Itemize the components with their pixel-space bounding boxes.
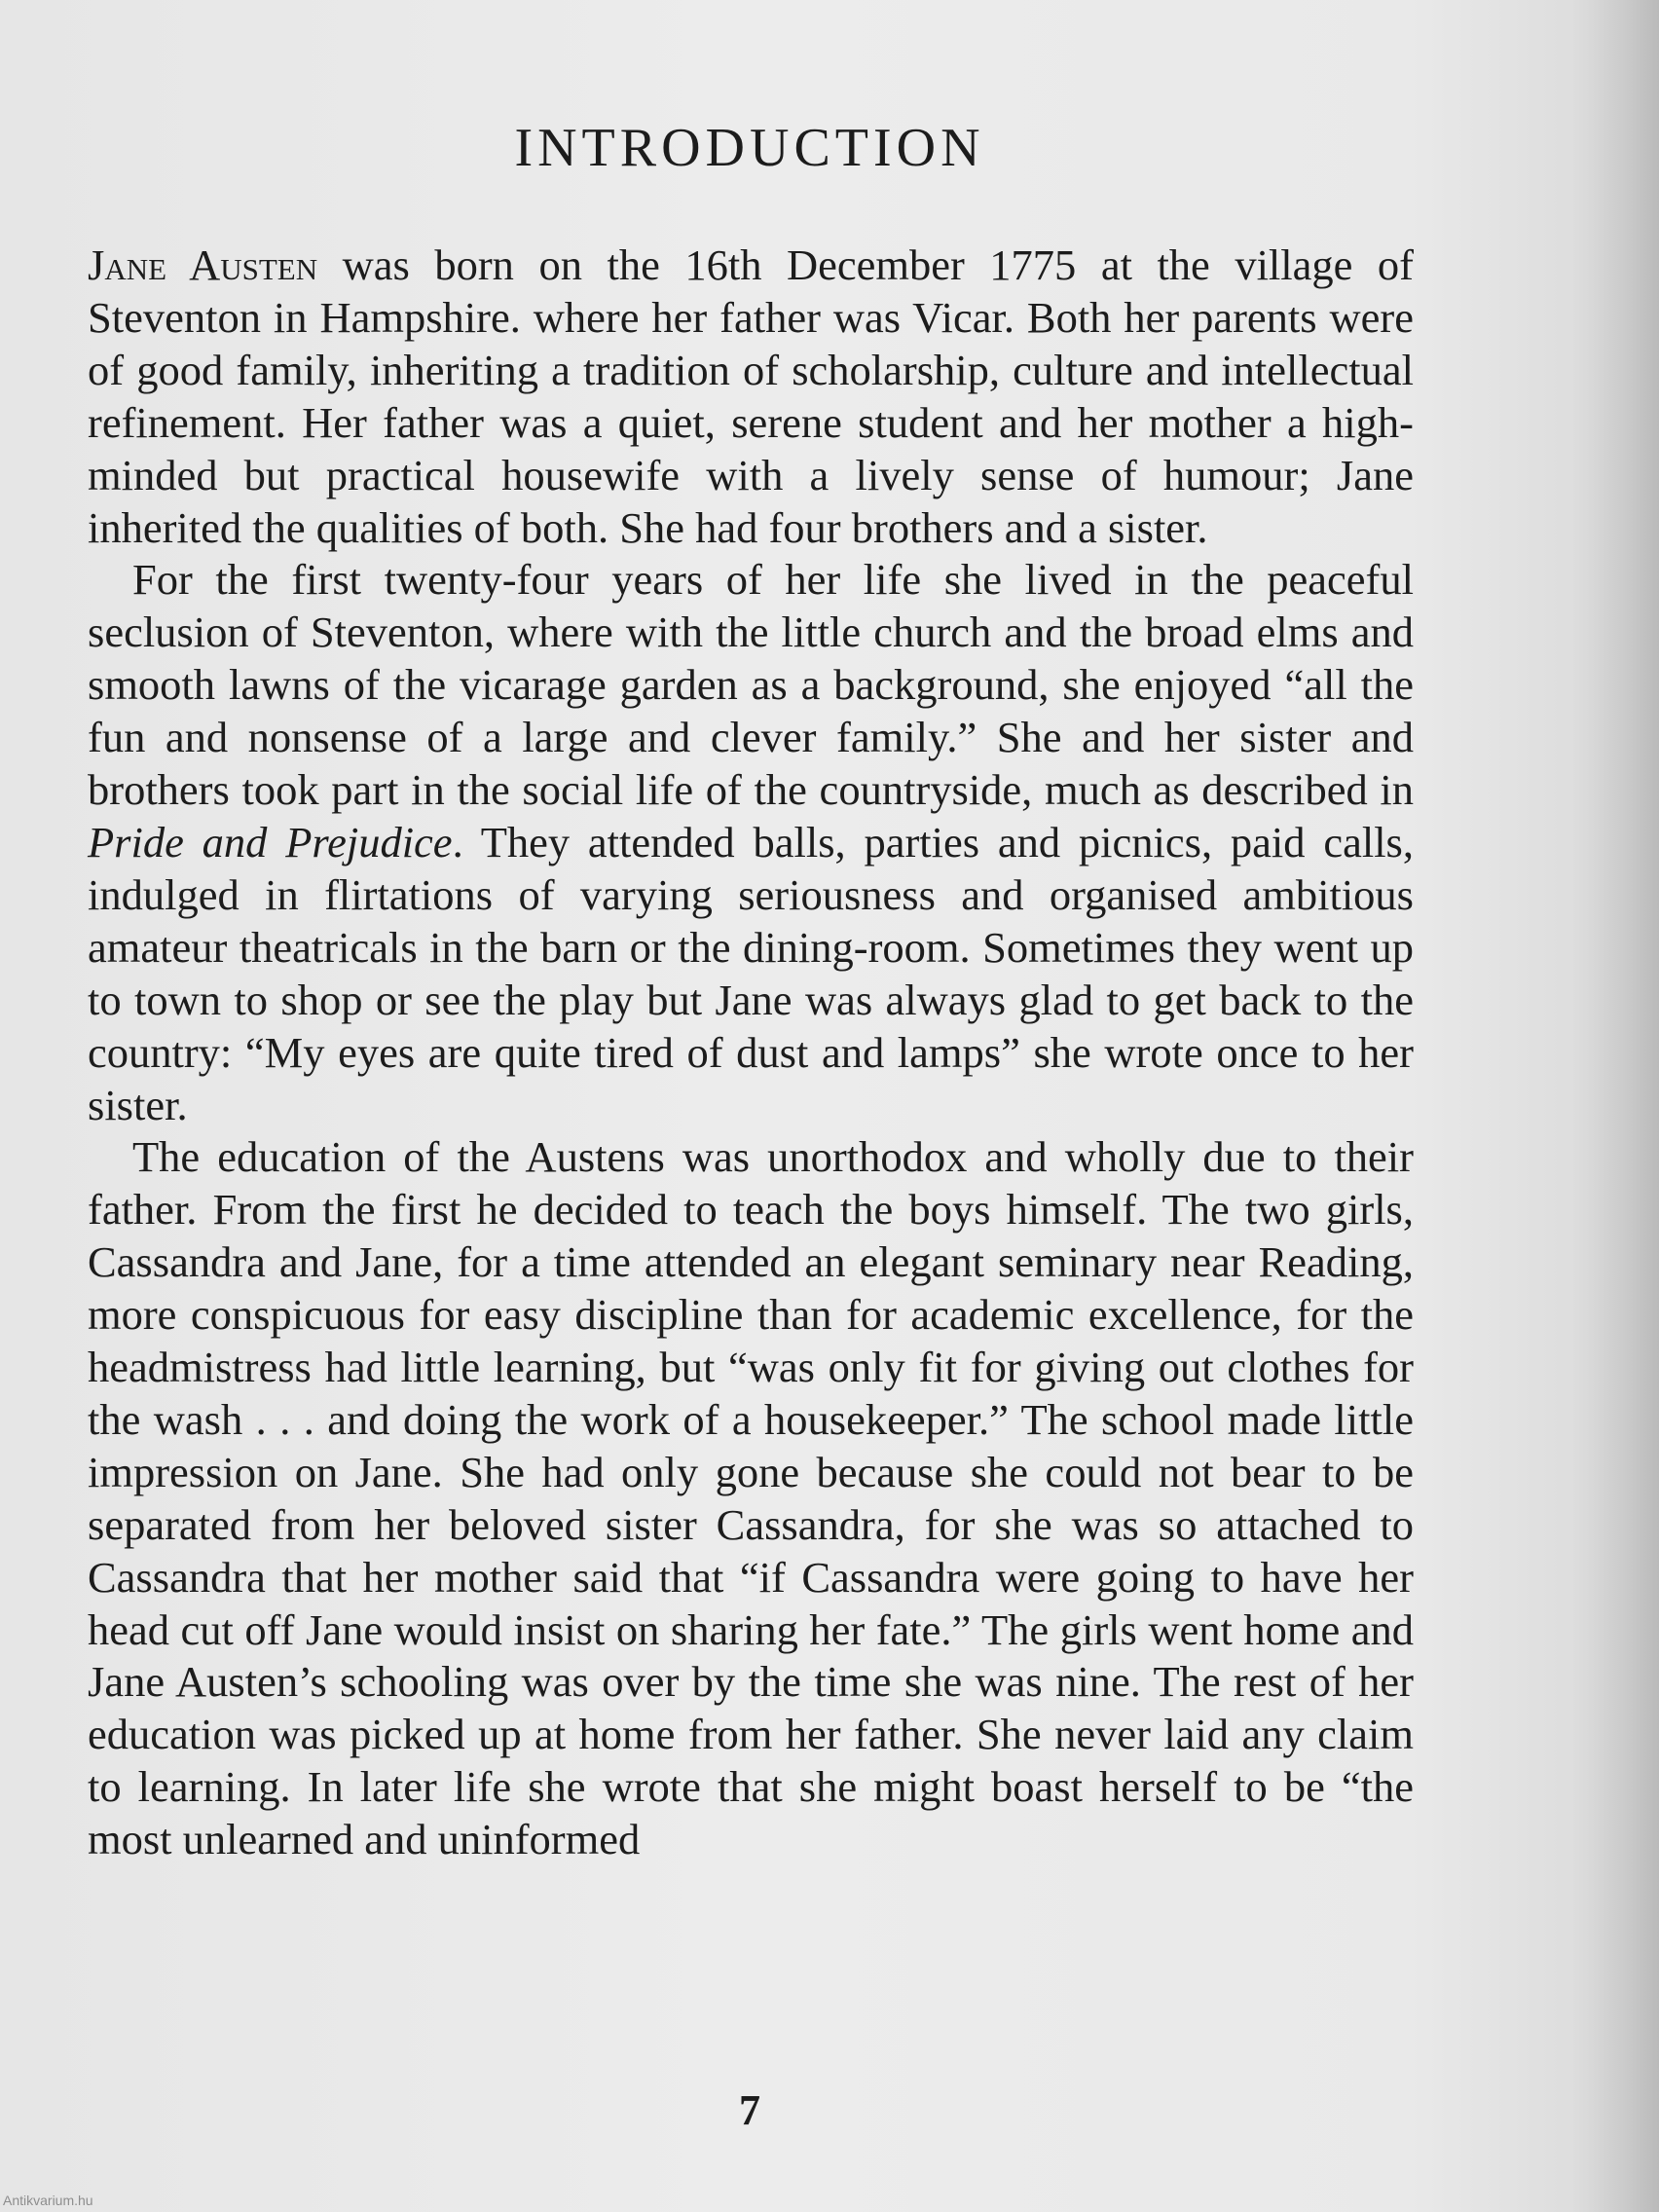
page-number: 7 [739,2086,760,2134]
paragraph-1-text: was born on the 16th December 1775 at the village of Steventon in Hampshire. where her father was Vicar. Both her parents were of good family, inheriting a tradition of scholarship, culture and intellectual refinement. Her father was a quiet, serene student and her mother a high-minded but practical housewife with a lively sense of humour; Jane inherited the qualities of both. She had four brothers and a sister. [88,240,1415,552]
paragraph-3-text: The education of the Austens was unorthodox and wholly due to their father. From the first he decided to teach the boys himself. The two girls, Cassandra and Jane, for a time attended an elegant seminary near Reading, more conspicuous for easy discipline than for academic excellence, for the headmistress had little learning, but “was only fit for giving out clothes for the wash . . . and doing the work of a housekeeper.” The school made little impression on Jane. She had only gone because she could not bear to be separated from her beloved sister Cassandra, for she was so attached to Cassandra that her mother said that “if Cassandra were going to have her head cut off Jane would insist on sharing her fate.” The girls went home and Jane Austen’s schooling was over by the time she was nine. The rest of her education was picked up at home from her father. She never laid any claim to learning. In later life she wrote that she might boast herself to be “the most unlearned and uninformed [88,1132,1414,1864]
author-name-lead: Jane Austen [88,240,318,289]
paragraph-2-text-after: . They attended balls, parties and picnics, paid calls, indulged in flirtations of varying seriousness and organised ambitious amateur theatricals in the barn or the dining-room. Sometimes they went up to town to shop or see the play but Jane was always glad to get back to the country: “My eyes are quite tired of dust and lamps” she wrote once to her sister. [88,817,1414,1129]
page-edge-shadow [1571,0,1659,2212]
paragraph-2-text-before: For the first twenty-four years of her life she lived in the peaceful seclusion of Steventon, where with the little church and the broad elms and smooth lawns of the vicarage garden as a background, she enjoyed “all the fun and nonsense of a large and clever family.” She and her sister and brothers took part in the social life of the countryside, much as described in [88,555,1414,815]
paragraph-1 [88,240,1414,554]
book-title-italic: Pride and Prejudice [88,817,453,866]
paragraph-2 [88,554,1414,1131]
chapter-title: INTRODUCTION [514,118,985,178]
paragraph-3 [88,1131,1414,1866]
watermark: Antikvarium.hu [3,2193,93,2208]
body-text [88,240,1414,1866]
